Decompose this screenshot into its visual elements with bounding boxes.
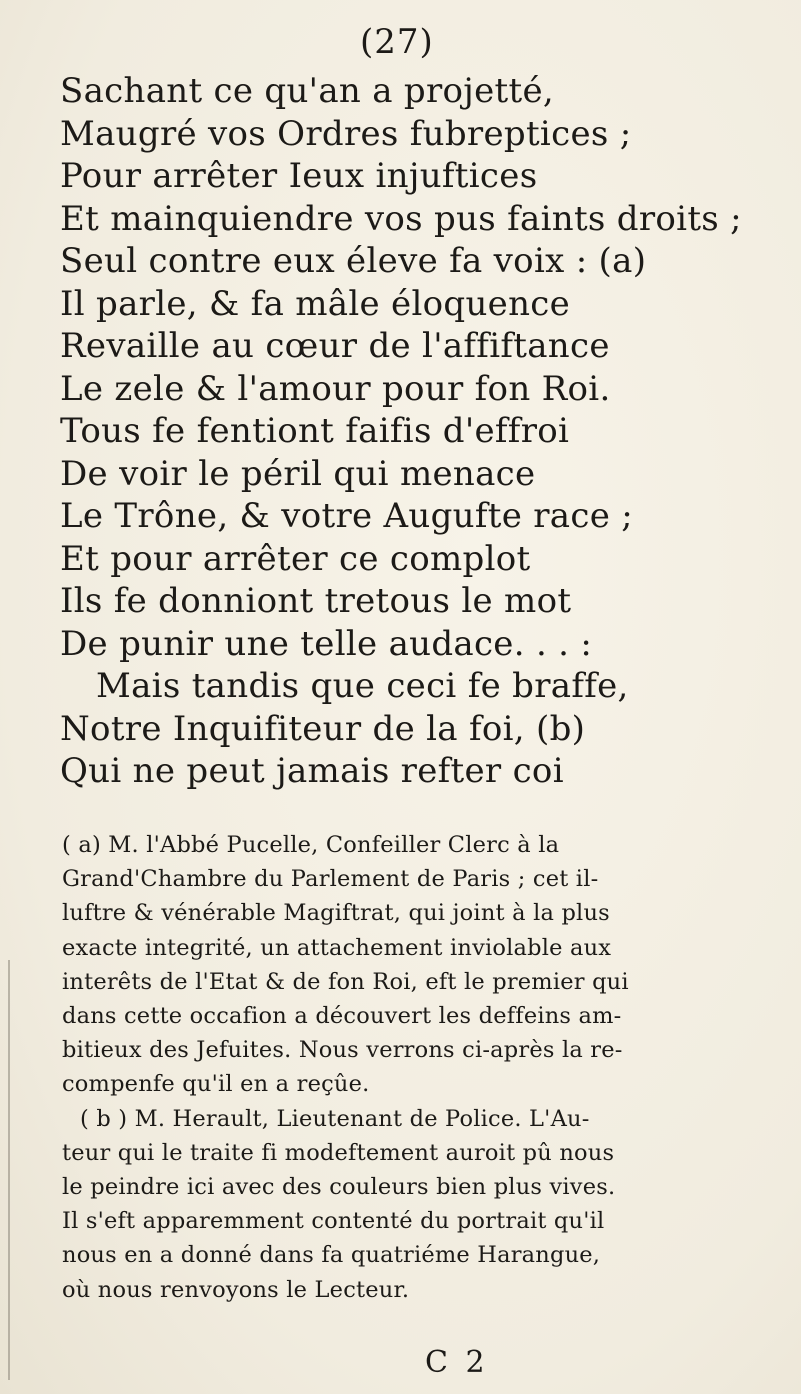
verse-line: Il parle, & fa mâle éloquence [60,283,571,324]
verse-line: Et mainquiendre vos pus faints droits ; [60,198,742,239]
verse-block [60,70,760,793]
verse-line: Sachant ce qu'an a projetté, [60,71,554,111]
verse-line: Mais tandis que ceci fe braffe, [96,666,629,706]
verse-line: Pour arrêter Ieux injuftices [60,156,538,196]
footnote-line: teur qui le traite fi modeftement auroit pû nous [62,1139,615,1166]
footnote-line: luftre & vénérable Magiftrat, qui joint à la plus [62,900,610,927]
footnote-line: le peindre ici avec des couleurs bien plus vives. [62,1174,616,1201]
verse-line: De punir une telle audace. . . : [60,623,593,664]
verse-line: Qui ne peut jamais refter coi [60,751,564,791]
verse-line: Le Trône, & votre Augufte race ; [60,496,633,536]
verse-line: De voir le péril qui menace [60,453,536,494]
signature-mark: C 2 [425,1345,489,1380]
verse-line: Le zele & l'amour pour fon Roi. [60,368,611,409]
footnote-line: bitieux des Jefuites. Nous verrons ci-après la re- [62,1037,623,1064]
verse-line: Notre Inquifiteur de la foi, (b) [60,708,586,749]
footnote-line: où nous renvoyons le Lecteur. [62,1276,410,1303]
verse-line: Et pour arrêter ce complot [60,538,531,579]
footnote-line: nous en a donné dans fa quatriéme Harangue, [62,1242,601,1269]
footnote-line: ( a) M. l'Abbé Pucelle, Confeiller Clerc à la [62,832,560,858]
footnote-line: ( b ) M. Herault, Lieutenant de Police. L'Au- [80,1105,590,1132]
verse-line: Ils fe donniont tretous le mot [60,581,572,621]
verse-line: Revaille au cœur de l'affiftance [60,326,610,366]
footnote-line: dans cette occafion a découvert les deffeins am- [62,1003,622,1030]
verse-line: Tous fe fentiont faifis d'effroi [60,411,570,451]
page-number: (27) [360,22,434,62]
verse-line: Seul contre eux éleve fa voix : (a) [60,241,647,281]
footnote-line: exacte integrité, un attachement inviolable aux [62,934,612,961]
footnote-line: Il s'eft apparemment contenté du portrait qu'il [62,1208,605,1235]
footnote-line: compenfe qu'il en a reçûe. [62,1071,370,1098]
footnote-line: interêts de l'Etat & de fon Roi, eft le premier qui [62,968,629,995]
verse-line: Maugré vos Ordres fubreptices ; [60,113,632,154]
page-edge-shadow [8,960,10,1380]
footnotes [62,828,772,1307]
footnote-line: Grand'Chambre du Parlement de Paris ; cet il- [62,866,599,893]
